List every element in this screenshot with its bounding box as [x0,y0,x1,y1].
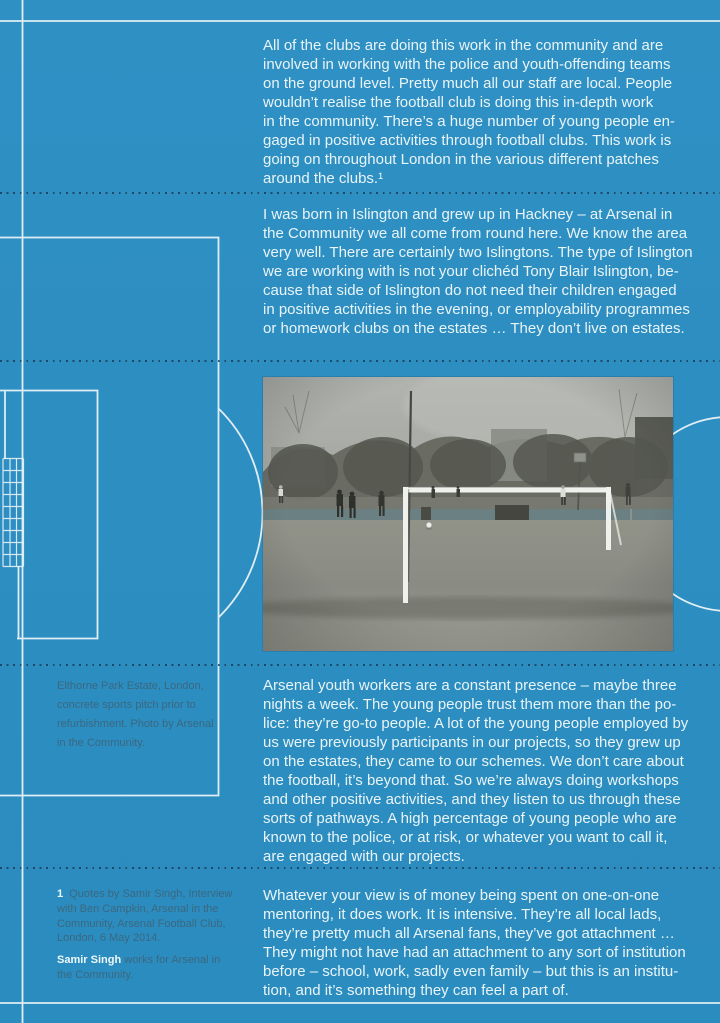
text-line: nights a week. The young people trust them more than the po- [263,696,677,713]
text-line: mentoring, it does work. It is intensive. They’re all local lads, [263,906,662,923]
text-line: sorts of pathways. A high percentage of young people who are [263,810,677,827]
footnote-text: Quotes by Samir Singh, Interview [69,888,233,900]
text-line: on the ground level. Pretty much all our staff are local. People [263,75,673,92]
text-line: Whatever your view is of money being spent on one-on-one [263,887,660,904]
text-line: very well. There are certainly two Islingtons. The type of Islington [263,244,693,261]
quote-paragraph-3 [263,676,688,866]
bio-text-line-2: the Community. [57,968,134,981]
text-line: in positive activities in the evening, or employability programmes [263,301,690,318]
text-line: cause that side of Islington do not need their children engaged [263,282,677,299]
author-name: Samir Singh [57,954,122,966]
text-line: Community, Arsenal Football Club, [57,917,226,930]
text-line: concrete sports pitch prior to [57,699,196,711]
text-line: before – school, work, sadly even family – but this is an institu- [263,963,679,980]
text-line: London, 6 May 2014. [57,932,161,945]
quote-paragraph-2 [263,205,693,338]
text-line: us were previously participants in our projects, so they grew up [263,734,681,751]
text-line: I was born in Islington and grew up in Hackney – at Arsenal in [263,206,673,223]
text-line: are engaged with our projects. [263,848,465,865]
penalty-arc [219,409,263,618]
text-line: Arsenal youth workers are a constant presence – maybe three [263,677,677,694]
text-line: they’re pretty much all Arsenal fans, they’ve got attachment … [263,925,675,942]
text-line: Elthorne Park Estate, London, [57,680,204,692]
text-line: wouldn’t realise the football club is doing this in-depth work [263,94,654,111]
text-line: tion, and it’s something they can feel a part of. [263,982,569,999]
footnote-marker: 1 [57,888,64,900]
text-line: with Ben Campkin, Arsenal in the [57,902,219,915]
text-line: on the estates, they came to our schemes. We don’t care about [263,753,684,770]
text-line: lice: they’re go-to people. A lot of the young people employed by [263,715,689,732]
dotted-rule-3 [0,664,720,666]
author-bio [57,953,220,983]
text-line: All of the clubs are doing this work in the community and are [263,37,664,54]
dotted-rule-1 [0,192,720,194]
pitch-photograph [263,377,673,651]
dotted-rule-4 [0,867,720,869]
text-line: refurbishment. Photo by Arsenal [57,718,214,730]
text-line: involved in working with the police and youth-offending teams [263,56,671,73]
text-line: and other positive activities, and they listen to us through these [263,791,681,808]
text-line: in the Community. [57,737,145,749]
quote-paragraph-1 [263,36,675,188]
text-line: we are working with is not your clichéd Tony Blair Islington, be- [263,263,679,280]
text-line: going on throughout London in the various different patches [263,151,659,168]
photo-caption [57,677,214,753]
text-line: the football, it’s beyond that. So we’re always doing workshops [263,772,679,789]
text-line: They might not have had an attachment to any sort of institution [263,944,686,961]
text-line: the Community we all come from round here. We know the area [263,225,688,242]
text-line: in the community. There’s a huge number of young people en- [263,113,675,130]
text-line: known to the police, or at risk, or whatever you want to call it, [263,829,668,846]
goal-area-line [0,391,98,639]
text-line: or homework clubs on the estates … They don’t live on estates. [263,320,685,337]
footnote-rest [57,902,233,946]
text-line: gaged in positive activities through football clubs. This work is [263,132,672,149]
text-line: around the clubs.¹ [263,170,384,187]
bio-text: works for Arsenal in [124,954,221,966]
footnote [57,887,233,946]
dotted-rule-2 [0,360,720,362]
goal-net [3,459,24,567]
quote-paragraph-4 [263,886,686,1000]
